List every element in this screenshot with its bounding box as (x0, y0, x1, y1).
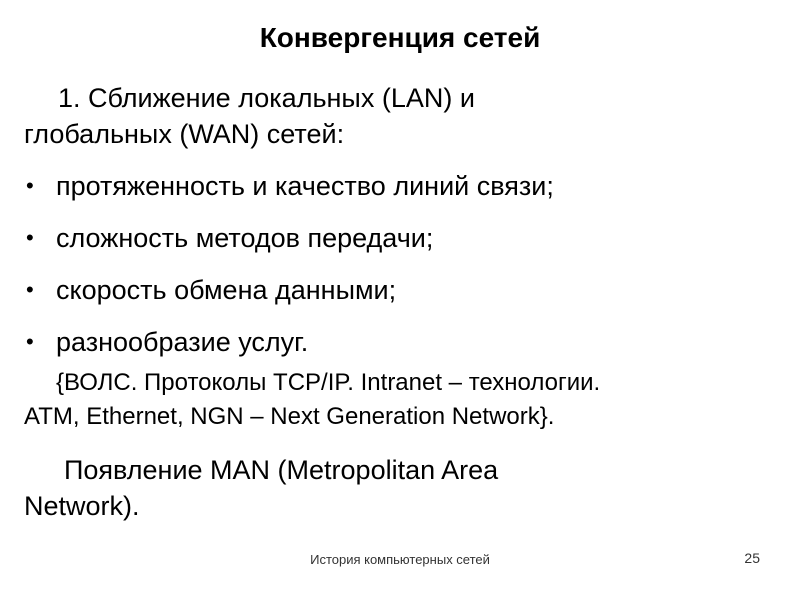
tech-line-1 (24, 366, 764, 400)
bullet-text: разнообразие услуг. (56, 327, 309, 357)
slide-title: Конвергенция сетей (259, 22, 541, 53)
bullet-icon: • (26, 225, 34, 250)
intro-text-1: 1. Сближение локальных (LAN) и (58, 83, 475, 113)
intro-line-2: глобальных (WAN) сетей: (24, 119, 345, 149)
man-paragraph (24, 452, 764, 524)
bullet-text: протяженность и качество линий связи; (56, 171, 554, 201)
page-number: 25 (744, 550, 760, 566)
intro-line-1 (24, 80, 764, 116)
man-text-1: Появление MAN (Metropolitan Area (64, 455, 499, 485)
bullet-item (24, 272, 764, 324)
man-line-2: Network). (24, 491, 140, 521)
bullet-list (24, 168, 764, 376)
bullet-icon: • (26, 277, 34, 302)
bullet-item (24, 220, 764, 272)
technologies-paragraph (24, 366, 764, 434)
bullet-text: скорость обмена данными; (56, 275, 397, 305)
bullet-icon: • (26, 173, 34, 198)
intro-paragraph (24, 80, 764, 152)
bullet-text: сложность методов передачи; (56, 223, 434, 253)
man-line-1 (24, 452, 764, 488)
tech-line-2: ATM, Ethernet, NGN – Next Generation Network}. (24, 403, 555, 430)
tech-text-1: {ВОЛС. Протоколы TCP/IP. Intranet – технологии. (56, 369, 601, 396)
footer-text: История компьютерных сетей (310, 552, 490, 567)
bullet-icon: • (26, 329, 34, 354)
bullet-item (24, 168, 764, 220)
